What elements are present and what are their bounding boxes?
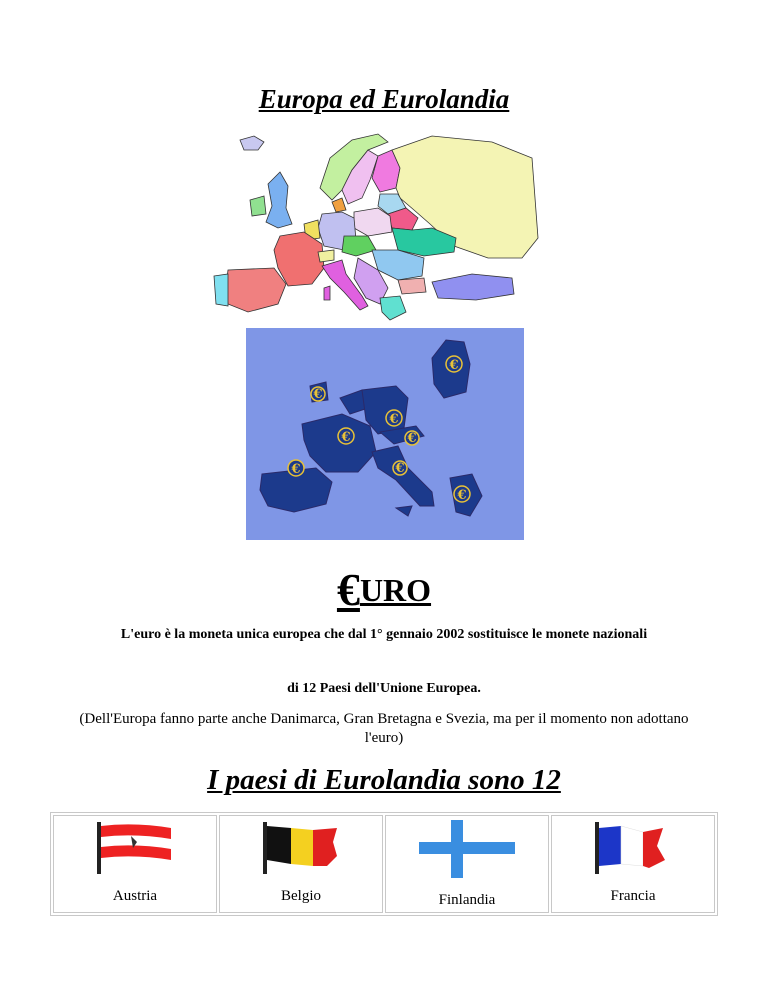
country-name: Finlandia: [438, 892, 496, 908]
flags-table: [50, 812, 718, 916]
svg-text:€: €: [449, 358, 459, 373]
page-title: Europa ed Eurolandia: [258, 84, 510, 114]
flag-cell-france: [551, 815, 715, 913]
euro-heading-rest: URO: [359, 572, 432, 608]
svg-text:€: €: [395, 461, 405, 476]
flag-cell-belgium: [219, 815, 383, 913]
euro-note: (Dell'Europa fanno parte anche Danimarca, Gran Bretagna e Svezia, ma per il momento non adottano l'euro): [79, 711, 689, 746]
flag-cell-finland: [385, 815, 549, 913]
euro-countries-count: di 12 Paesi dell'Unione Europea.: [287, 681, 481, 696]
eurozone-map: [246, 328, 524, 540]
country-name: Francia: [610, 888, 656, 904]
france-flag-icon: [593, 820, 673, 874]
austria-flag-icon: [95, 820, 175, 874]
svg-text:€: €: [313, 387, 323, 402]
svg-text:€: €: [457, 488, 467, 503]
finland-flag-icon: [419, 820, 515, 880]
euro-heading: [0, 563, 768, 616]
europe-political-map: [192, 128, 542, 324]
euro-symbol: €: [336, 564, 360, 615]
svg-text:€: €: [291, 462, 301, 477]
euro-description: L'euro è la moneta unica europea che dal 1° gennaio 2002 sostituisce le monete nazionali: [120, 627, 648, 642]
svg-text:€: €: [389, 412, 399, 427]
belgium-flag-icon: [261, 820, 341, 874]
countries-title: I paesi di Eurolandia sono 12: [207, 764, 561, 796]
country-name: Belgio: [281, 888, 321, 904]
svg-text:€: €: [407, 431, 417, 446]
country-name: Austria: [112, 888, 158, 904]
flag-cell-austria: [53, 815, 217, 913]
svg-text:€: €: [341, 430, 351, 445]
